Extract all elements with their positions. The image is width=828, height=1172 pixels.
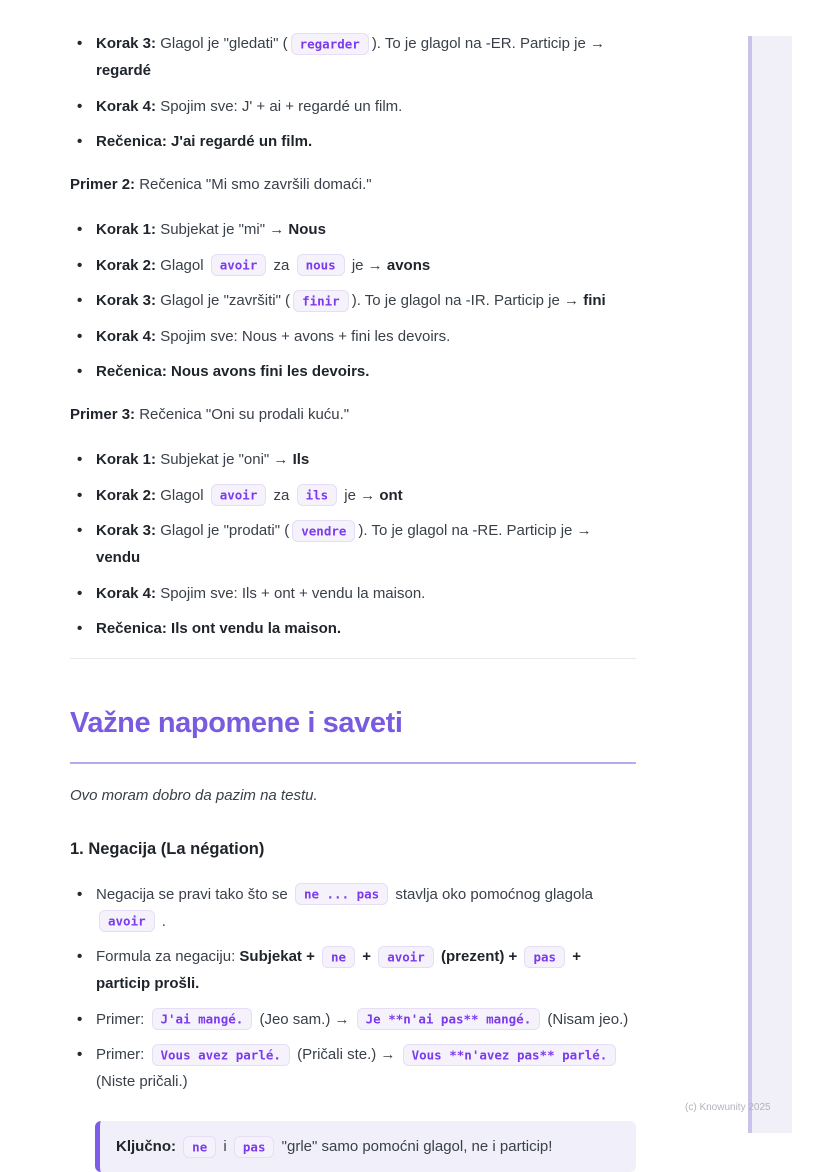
text-segment: . bbox=[157, 912, 166, 930]
subsection-heading-negation: 1. Negacija (La négation) bbox=[70, 840, 265, 859]
text-segment: "grle" samo pomoćni glagol, ne i particip! bbox=[277, 1138, 553, 1156]
text-segment: (Jeo sam.) → bbox=[255, 1010, 354, 1028]
list-item bbox=[70, 216, 636, 243]
text-segment: Rečenica: J'ai regardé un film. bbox=[96, 133, 313, 150]
text-segment: Rečenica: Nous avons fini les devoirs. bbox=[96, 363, 370, 380]
list-item bbox=[70, 93, 636, 120]
inline-code-chip: nous bbox=[297, 254, 345, 276]
callout-key-note bbox=[95, 1121, 636, 1172]
inline-code-chip: J'ai mangé. bbox=[152, 1008, 253, 1030]
text-segment: (Niste pričali.) bbox=[96, 1073, 188, 1091]
text-segment: Rečenica "Oni su prodali kuću." bbox=[135, 406, 350, 423]
inline-code-chip: pas bbox=[234, 1136, 275, 1158]
text-segment: + particip prošli. bbox=[96, 948, 581, 993]
text-segment: Glagol je "prodati" ( bbox=[156, 522, 290, 539]
negation-list bbox=[70, 881, 636, 1096]
list-item bbox=[70, 446, 636, 473]
text-segment: ). To je glagol na -RE. Particip je → bbox=[358, 522, 592, 539]
text-segment: Ils bbox=[292, 451, 310, 468]
inline-code-chip: avoir bbox=[211, 254, 267, 276]
text-segment: Formula za negaciju: bbox=[96, 948, 240, 966]
text-segment: (Pričali ste.) → bbox=[292, 1046, 400, 1064]
text-segment: Primer: bbox=[96, 1046, 149, 1064]
text-segment: Negacija se pravi tako što se bbox=[96, 885, 292, 903]
list-item bbox=[70, 128, 636, 155]
inline-code-chip: vendre bbox=[292, 520, 355, 542]
text-segment: Subjekat je "oni" → bbox=[156, 451, 293, 468]
list-item bbox=[70, 580, 636, 607]
text-segment: ont bbox=[379, 486, 403, 504]
text-segment: Primer: bbox=[96, 1010, 149, 1028]
text-segment: ). To je glagol na -IR. Particip je → bbox=[351, 292, 584, 309]
text-segment: regardé bbox=[96, 62, 152, 79]
section-divider bbox=[70, 658, 636, 659]
inline-code-chip: ils bbox=[297, 484, 338, 506]
paragraph-primer3 bbox=[70, 401, 636, 428]
text-segment: Primer 2: bbox=[70, 176, 136, 193]
text-segment: ). To je glagol na -ER. Particip je → bbox=[371, 35, 605, 52]
inline-code-chip: avoir bbox=[211, 484, 267, 506]
inline-code-chip: pas bbox=[524, 946, 565, 968]
steps-list-example1 bbox=[70, 30, 636, 155]
text-segment: Primer 3: bbox=[70, 406, 136, 423]
inline-code-chip: Vous avez parlé. bbox=[152, 1044, 290, 1066]
text-segment: Korak 4: bbox=[96, 584, 157, 602]
list-item bbox=[70, 1006, 636, 1033]
text-segment: Glagol bbox=[156, 256, 208, 274]
inline-code-chip: regarder bbox=[291, 33, 369, 55]
text-segment: Korak 4: bbox=[96, 97, 157, 115]
list-item bbox=[70, 287, 636, 314]
inline-code-chip: ne ... pas bbox=[295, 883, 388, 905]
inline-code-chip: finir bbox=[293, 290, 349, 312]
text-segment: (prezent) + bbox=[436, 948, 522, 966]
list-item bbox=[70, 881, 636, 935]
list-item bbox=[70, 517, 636, 571]
text-segment: Korak 1: bbox=[96, 221, 157, 238]
text-segment: Rečenica: Ils ont vendu la maison. bbox=[96, 620, 342, 637]
text-segment: Korak 2: bbox=[96, 486, 157, 504]
text-segment: Ključno: bbox=[116, 1138, 181, 1156]
inline-code-chip: Vous **n'avez pas** parlé. bbox=[403, 1044, 617, 1066]
list-item bbox=[70, 482, 636, 509]
text-segment: Korak 2: bbox=[96, 256, 157, 274]
list-item bbox=[70, 30, 636, 84]
text-segment: Spojim sve: Nous + avons + fini les devoirs. bbox=[156, 327, 451, 345]
inline-code-chip: ne bbox=[183, 1136, 216, 1158]
steps-list-example2 bbox=[70, 216, 636, 385]
text-segment: Korak 3: bbox=[96, 292, 157, 309]
text-segment: Nous bbox=[288, 221, 326, 238]
text-segment: vendu bbox=[96, 549, 141, 566]
text-segment: Rečenica "Mi smo završili domaći." bbox=[135, 176, 372, 193]
steps-list-example3 bbox=[70, 446, 636, 642]
text-segment: Glagol bbox=[156, 486, 208, 504]
text-segment: fini bbox=[583, 292, 606, 309]
section-heading: Važne napomene i saveti bbox=[70, 697, 636, 764]
inline-code-chip: avoir bbox=[378, 946, 434, 968]
text-segment: avons bbox=[386, 256, 431, 274]
text-segment: za bbox=[269, 256, 294, 274]
text-segment: (Nisam jeo.) bbox=[543, 1010, 629, 1028]
text-segment: je → bbox=[347, 256, 387, 274]
inline-code-chip: avoir bbox=[99, 910, 155, 932]
text-segment: Korak 4: bbox=[96, 327, 157, 345]
list-item bbox=[70, 1041, 636, 1095]
text-segment: Subjekat je "mi" → bbox=[156, 221, 289, 238]
content-column bbox=[70, 0, 636, 1172]
text-segment: Korak 3: bbox=[96, 35, 157, 52]
list-item bbox=[70, 943, 636, 997]
text-segment: Glagol je "gledati" ( bbox=[156, 35, 288, 52]
list-item bbox=[70, 615, 636, 642]
note-italic: Ovo moram dobro da pazim na testu. bbox=[70, 787, 318, 805]
inline-code-chip: ne bbox=[322, 946, 355, 968]
text-segment: je → bbox=[340, 486, 380, 504]
footer-copyright: (c) Knowunity 2025 bbox=[685, 1102, 771, 1113]
list-item bbox=[70, 358, 636, 385]
text-segment: i bbox=[219, 1138, 231, 1156]
text-segment: Subjekat + bbox=[239, 948, 320, 966]
inline-code-chip: Je **n'ai pas** mangé. bbox=[357, 1008, 541, 1030]
text-segment: stavlja oko pomoćnog glagola bbox=[391, 885, 593, 903]
paragraph-primer2 bbox=[70, 171, 636, 198]
text-segment: Korak 1: bbox=[96, 451, 157, 468]
scrollbar-track[interactable] bbox=[748, 36, 792, 1133]
text-segment: Spojim sve: Ils + ont + vendu la maison. bbox=[156, 584, 426, 602]
text-segment: Glagol je "završiti" ( bbox=[156, 292, 291, 309]
text-segment: za bbox=[269, 486, 294, 504]
text-segment: Spojim sve: J' + ai + regardé un film. bbox=[156, 97, 403, 115]
list-item bbox=[70, 252, 636, 279]
text-segment: Korak 3: bbox=[96, 522, 157, 539]
text-segment: + bbox=[358, 948, 376, 966]
list-item bbox=[70, 323, 636, 350]
